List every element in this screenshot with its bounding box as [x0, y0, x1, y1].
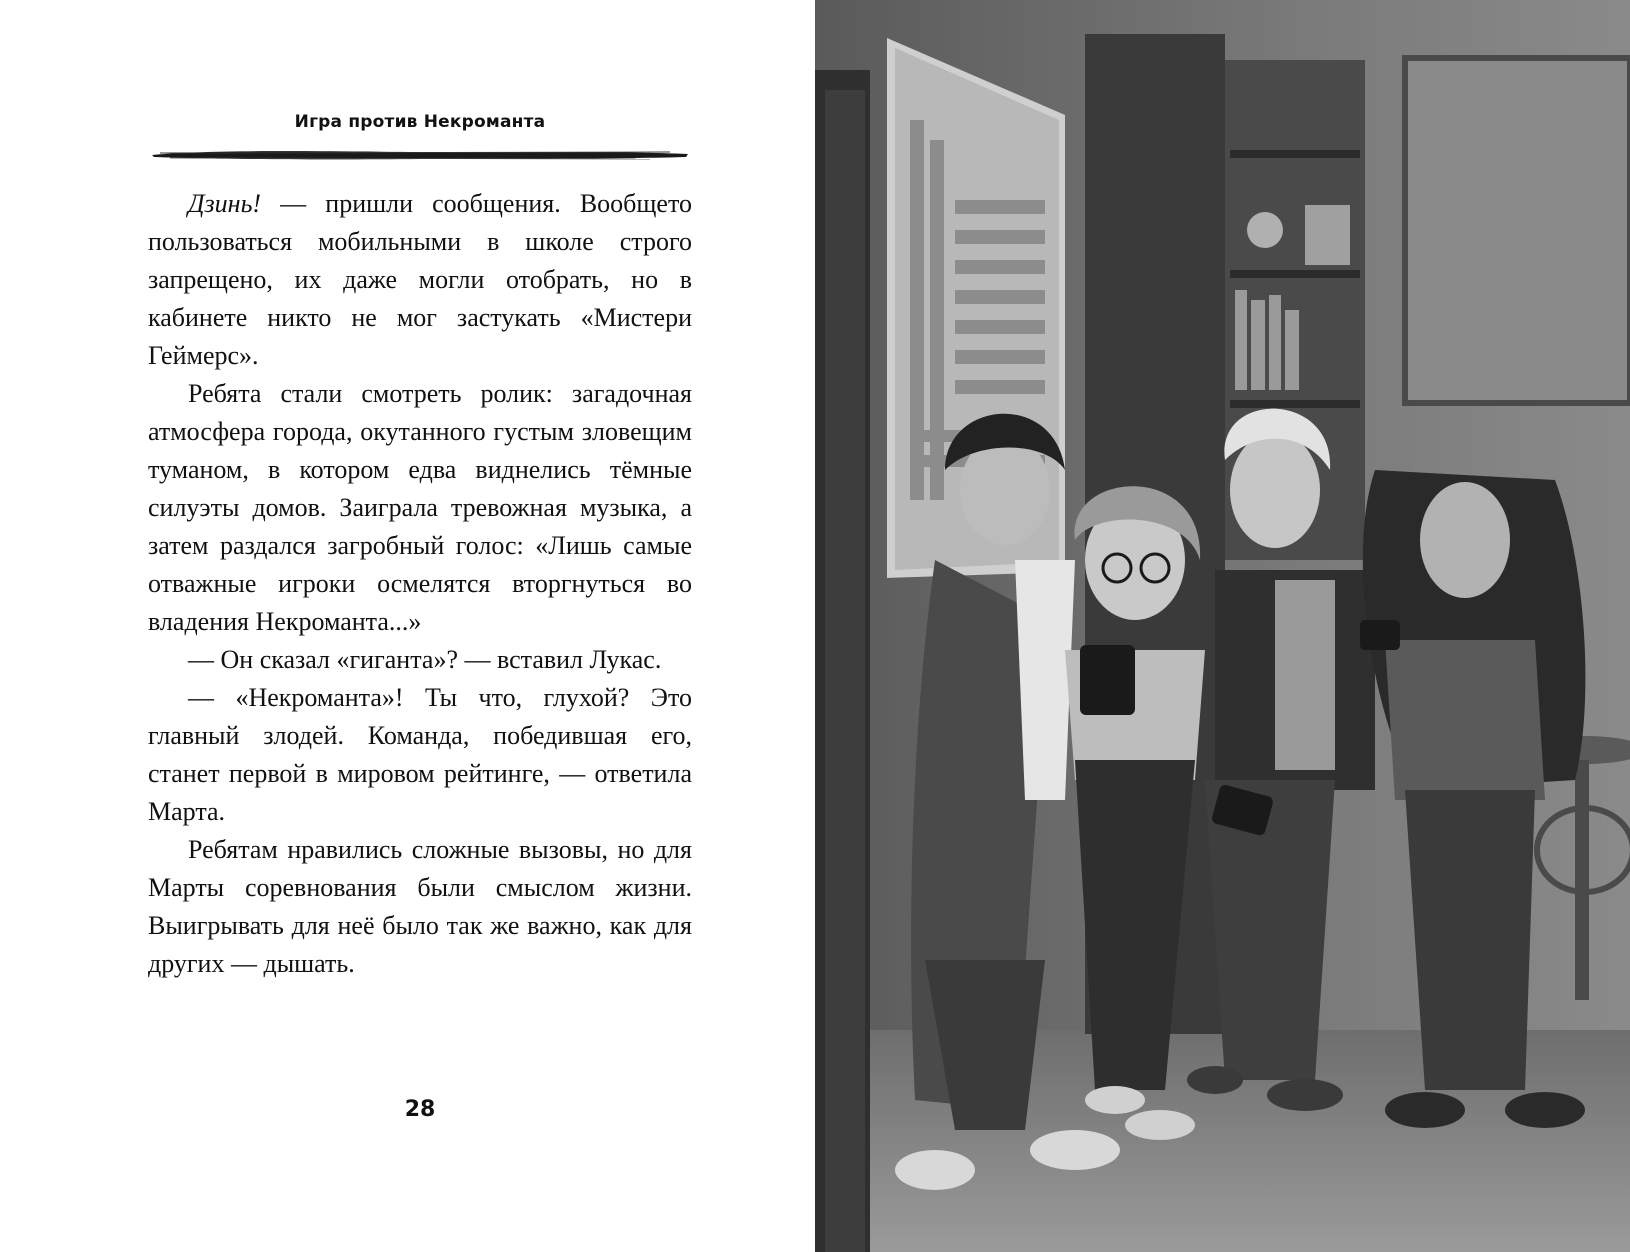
paragraph: [148, 641, 692, 679]
paragraph: [148, 185, 692, 375]
paragraph-text: — Он сказал «гиганта»? — вставил Лукас.: [188, 645, 662, 674]
doorframe: [815, 70, 870, 1252]
paragraph-text: Ребята стали смотреть ролик: загадочная атмосфера города, окутанного густым зловещим туманом, в котором едва виднелись тёмные силуэты домов. Заиграла тревожная музыка, а затем раздался загробный голос: «Лишь самые отважные игроки осмелятся вторгнуться во владения Некроманта...»: [148, 379, 692, 636]
brush-stroke-divider: [150, 146, 690, 164]
paragraph: [148, 831, 692, 983]
classroom-illustration: [815, 0, 1630, 1252]
paragraph-text: — пришли сообщения. Вообщето пользоваться мобильными в школе строго запрещено, их даже могли отобрать, но в кабинете никто не мог застукать «Мистери Геймерс».: [148, 189, 692, 370]
page-number: 28: [404, 1097, 436, 1122]
wall-frame-right: [1405, 58, 1630, 403]
paragraph-lead-italic: Дзинь!: [188, 189, 262, 218]
paragraph: [148, 679, 692, 831]
paragraph-text: — «Некроманта»! Ты что, глухой? Это главный злодей. Команда, победившая его, станет первой в мировом рейтинге, — ответила Марта.: [148, 683, 692, 826]
illustration-page: [815, 0, 1630, 1252]
paragraph: [148, 375, 692, 641]
body-text: [148, 185, 692, 983]
running-head: Игра против Некроманта: [294, 112, 546, 132]
paragraph-text: Ребятам нравились сложные вызовы, но для Марты соревнования были смыслом жизни. Выигрывать для неё было так же важно, как для других — дышать.: [148, 835, 692, 978]
